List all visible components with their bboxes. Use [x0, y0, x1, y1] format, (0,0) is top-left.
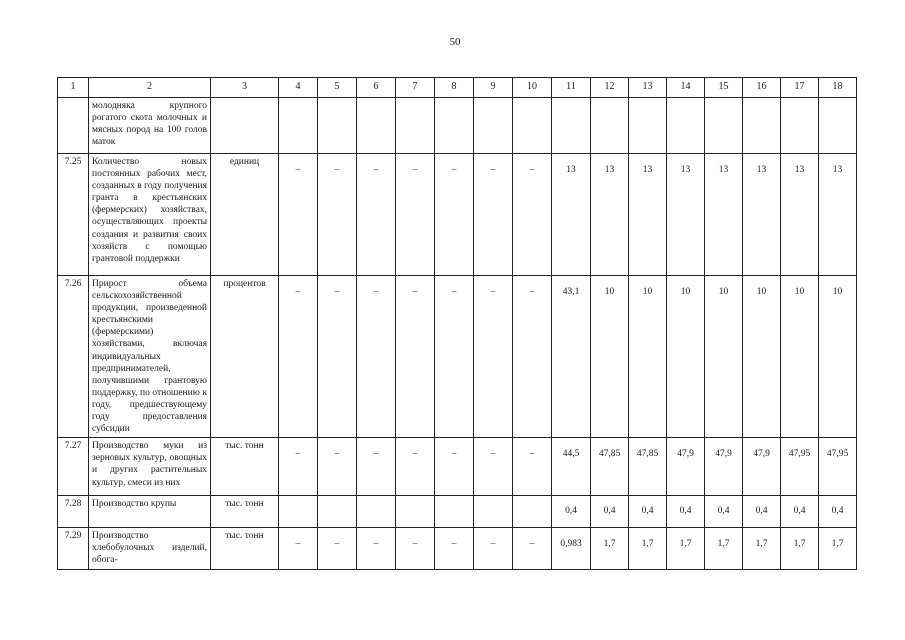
header-cell: 3 — [211, 78, 279, 98]
header-cell: 1 — [58, 78, 89, 98]
indicator-table — [57, 77, 857, 570]
value-cell: 47,9 — [705, 438, 743, 496]
unit-cell: тыс. тонн — [211, 438, 279, 496]
indicator-name: Прирост объема сельскохозяйственной продукции, произведенной крестьянскими (фермерскими) хозяйствами, включая индивидуальных предпринимателей, получившими грантовую поддержку, по отношению к году, предшествующему году предоставления субсидии — [89, 276, 211, 438]
row-number: 7.26 — [58, 276, 89, 438]
value-cell: 0,4 — [591, 496, 629, 528]
value-cell: – — [318, 276, 357, 438]
table-row — [58, 98, 857, 154]
header-cell: 15 — [705, 78, 743, 98]
value-cell: 44,5 — [552, 438, 591, 496]
value-cell: 47,9 — [667, 438, 705, 496]
value-cell — [279, 496, 318, 528]
value-cell: 13 — [781, 154, 819, 276]
unit-cell — [211, 98, 279, 154]
header-row — [58, 78, 857, 98]
value-cell — [474, 98, 513, 154]
indicator-name: молодняка крупного рогатого скота молочных и мясных пород на 100 голов маток — [89, 98, 211, 154]
value-cell: 1,7 — [705, 528, 743, 569]
value-cell — [513, 496, 552, 528]
value-cell: 0,4 — [667, 496, 705, 528]
value-cell: – — [513, 154, 552, 276]
value-cell — [819, 98, 857, 154]
table-row — [58, 528, 857, 569]
indicator-name: Производство муки из зерновых культур, овощных и других растительных культур, смеси из них — [89, 438, 211, 496]
value-cell: 10 — [629, 276, 667, 438]
indicator-name: Производство крупы — [89, 496, 211, 528]
unit-cell: тыс. тонн — [211, 496, 279, 528]
value-cell: – — [357, 528, 396, 569]
value-cell: – — [318, 528, 357, 569]
value-cell — [743, 98, 781, 154]
indicator-name: Количество новых постоянных рабочих мест, созданных в году получения гранта в крестьянских (фермерских) хозяйствах, осуществляющих проекты создания и развития своих хозяйств с помощью грантовой поддержки — [89, 154, 211, 276]
value-cell: – — [435, 438, 474, 496]
header-cell: 12 — [591, 78, 629, 98]
value-cell — [591, 98, 629, 154]
header-cell: 2 — [89, 78, 211, 98]
value-cell — [513, 98, 552, 154]
value-cell: 13 — [667, 154, 705, 276]
value-cell: 0,4 — [781, 496, 819, 528]
value-cell: – — [396, 154, 435, 276]
table-row — [58, 276, 857, 438]
row-number: 7.25 — [58, 154, 89, 276]
header-cell: 4 — [279, 78, 318, 98]
value-cell: – — [279, 438, 318, 496]
value-cell: 43,1 — [552, 276, 591, 438]
value-cell: – — [474, 528, 513, 569]
value-cell: 13 — [705, 154, 743, 276]
header-cell: 17 — [781, 78, 819, 98]
header-cell: 7 — [396, 78, 435, 98]
value-cell — [435, 496, 474, 528]
value-cell — [629, 98, 667, 154]
value-cell: – — [513, 276, 552, 438]
value-cell — [396, 98, 435, 154]
value-cell: 47,85 — [591, 438, 629, 496]
header-cell: 9 — [474, 78, 513, 98]
value-cell: 13 — [629, 154, 667, 276]
value-cell: 0,983 — [552, 528, 591, 569]
value-cell: 10 — [705, 276, 743, 438]
value-cell: – — [474, 438, 513, 496]
value-cell — [396, 496, 435, 528]
value-cell: 13 — [591, 154, 629, 276]
value-cell — [552, 98, 591, 154]
value-cell: 0,4 — [552, 496, 591, 528]
value-cell: – — [318, 154, 357, 276]
value-cell: 1,7 — [743, 528, 781, 569]
value-cell: 47,95 — [781, 438, 819, 496]
table-row — [58, 438, 857, 496]
value-cell — [705, 98, 743, 154]
value-cell: 47,85 — [629, 438, 667, 496]
header-cell: 14 — [667, 78, 705, 98]
value-cell: – — [318, 438, 357, 496]
value-cell: 10 — [819, 276, 857, 438]
row-number: 7.29 — [58, 528, 89, 569]
value-cell: 1,7 — [591, 528, 629, 569]
unit-cell: тыс. тонн — [211, 528, 279, 569]
value-cell: – — [279, 528, 318, 569]
value-cell: 1,7 — [781, 528, 819, 569]
header-cell: 18 — [819, 78, 857, 98]
value-cell: – — [435, 154, 474, 276]
value-cell: – — [474, 154, 513, 276]
table-row — [58, 496, 857, 528]
value-cell: 13 — [743, 154, 781, 276]
header-cell: 10 — [513, 78, 552, 98]
value-cell: 47,9 — [743, 438, 781, 496]
value-cell — [357, 496, 396, 528]
value-cell: 1,7 — [819, 528, 857, 569]
row-number: 7.28 — [58, 496, 89, 528]
header-cell: 8 — [435, 78, 474, 98]
value-cell: – — [396, 276, 435, 438]
value-cell: 13 — [552, 154, 591, 276]
value-cell: 1,7 — [629, 528, 667, 569]
value-cell: 0,4 — [705, 496, 743, 528]
value-cell — [318, 496, 357, 528]
value-cell: 0,4 — [743, 496, 781, 528]
header-cell: 16 — [743, 78, 781, 98]
indicator-name: Производство хлебобулочных изделий, обога- — [89, 528, 211, 569]
value-cell: – — [357, 276, 396, 438]
value-cell: – — [396, 438, 435, 496]
value-cell: 47,95 — [819, 438, 857, 496]
page-number: 50 — [449, 36, 461, 48]
value-cell: – — [435, 276, 474, 438]
value-cell — [318, 98, 357, 154]
value-cell: – — [357, 438, 396, 496]
value-cell: 10 — [781, 276, 819, 438]
value-cell: 0,4 — [629, 496, 667, 528]
value-cell — [781, 98, 819, 154]
value-cell: – — [279, 154, 318, 276]
header-cell: 5 — [318, 78, 357, 98]
header-cell: 6 — [357, 78, 396, 98]
header-cell: 13 — [629, 78, 667, 98]
value-cell — [357, 98, 396, 154]
value-cell — [667, 98, 705, 154]
value-cell: 10 — [667, 276, 705, 438]
value-cell: 0,4 — [819, 496, 857, 528]
unit-cell: процентов — [211, 276, 279, 438]
unit-cell: единиц — [211, 154, 279, 276]
value-cell: – — [513, 438, 552, 496]
value-cell: 13 — [819, 154, 857, 276]
value-cell: – — [513, 528, 552, 569]
value-cell: 1,7 — [667, 528, 705, 569]
value-cell: 10 — [743, 276, 781, 438]
value-cell: 10 — [591, 276, 629, 438]
header-cell: 11 — [552, 78, 591, 98]
value-cell: – — [396, 528, 435, 569]
value-cell: – — [279, 276, 318, 438]
value-cell — [279, 98, 318, 154]
row-number — [58, 98, 89, 154]
table-row — [58, 154, 857, 276]
value-cell: – — [474, 276, 513, 438]
value-cell: – — [357, 154, 396, 276]
value-cell — [435, 98, 474, 154]
row-number: 7.27 — [58, 438, 89, 496]
value-cell — [474, 496, 513, 528]
value-cell: – — [435, 528, 474, 569]
